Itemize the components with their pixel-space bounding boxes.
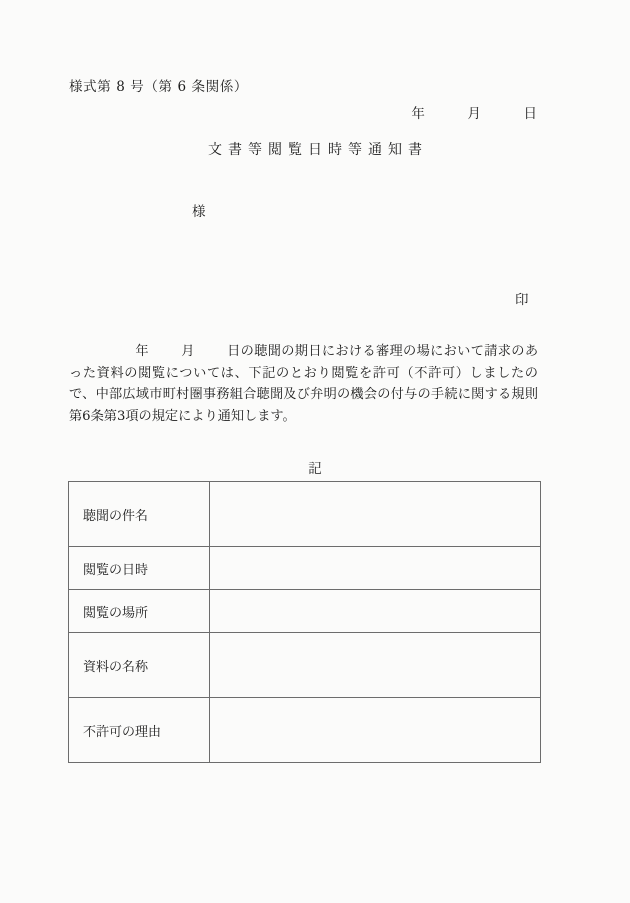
body-date-year: 年 [135,344,149,359]
table-row-value-viewing-place[interactable] [210,590,541,633]
table-row [69,633,541,698]
table-row [69,547,541,590]
form-number: 様式第 8 号（第 6 条関係） [69,79,248,95]
table-row [69,698,541,763]
notification-table [68,481,541,763]
label-text: 不許可の理由 [83,724,162,740]
header-date-month: 月 [467,106,481,122]
table-row-label-viewing-place [69,590,210,633]
seal-mark: 印 [515,292,529,308]
body-paragraph [69,341,538,427]
ki-mark: 記 [308,461,322,477]
header-date-line [0,102,537,122]
addressee-honorific: 様 [192,204,206,220]
table-row-label-hearing-subject [69,482,210,547]
table-row-value-viewing-datetime[interactable] [210,547,541,590]
label-text: 資料の名称 [83,659,149,675]
body-main-text: 日の聴聞の期日における審理の場において請求のあった資料の閲覧については、下記のとおり閲覧を許可（不許可）しましたので、中部広域市町村圏事務組合聴聞及び弁明の機会の付与の手続に関する規則第6条第3項の規定により通知します。 [69,344,539,424]
table-row [69,482,541,547]
label-text: 聴聞の件名 [83,508,149,524]
label-text: 閲覧の日時 [83,562,149,578]
table-row [69,590,541,633]
label-text: 閲覧の場所 [83,605,149,621]
table-row-label-material-name [69,633,210,698]
header-date-year: 年 [411,106,425,122]
notification-table-body [69,482,541,763]
header-date-day: 日 [523,106,537,122]
table-row-value-material-name[interactable] [210,633,541,698]
table-row-value-hearing-subject[interactable] [210,482,541,547]
table-row-label-viewing-datetime [69,547,210,590]
body-date-month: 月 [180,344,195,359]
table-row-label-denial-reason [69,698,210,763]
table-row-value-denial-reason[interactable] [210,698,541,763]
document-title: 文書等閲覧日時等通知書 [208,142,428,158]
